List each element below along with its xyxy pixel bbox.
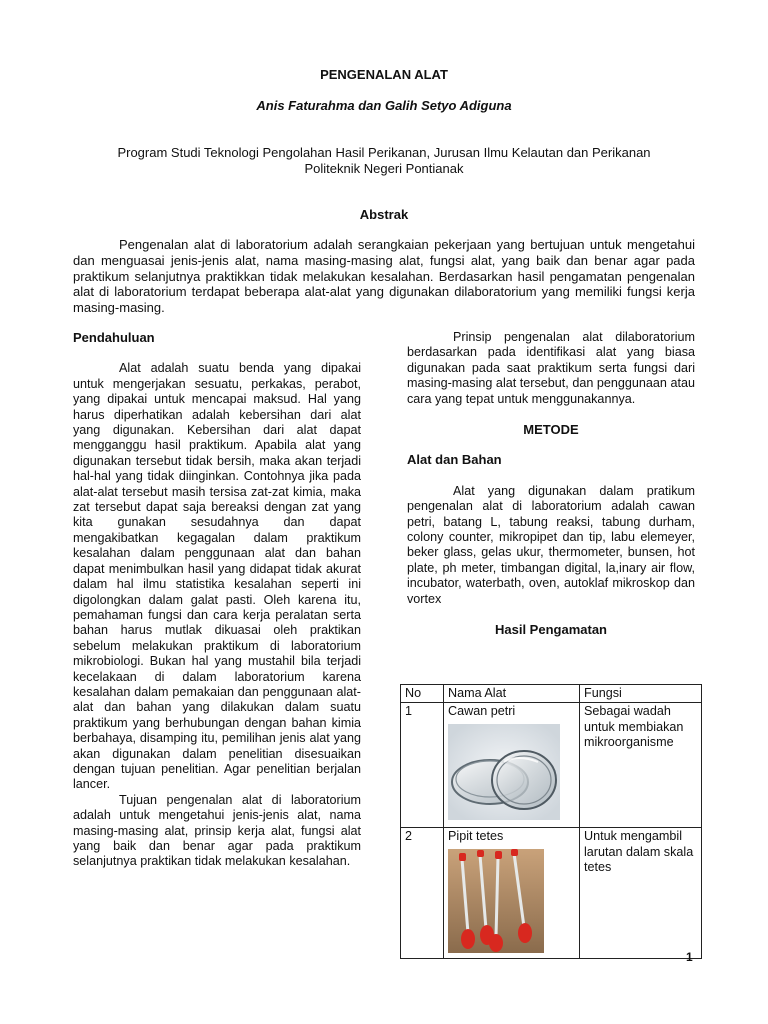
authors: Anis Faturahma dan Galih Setyo Adiguna	[256, 98, 512, 113]
page-number: 1	[686, 950, 693, 964]
column-header-no: No	[401, 685, 444, 703]
intro-paragraph-2: Tujuan pengenalan alat di laboratorium adalah untuk mengetahui jenis-jenis alat, nama masing-masing alat, prinsip kerja alat, fungsi alat yang baik dan benar agar pada praktikum selanjutnya praktikan tidak melakukan kesalahan.	[73, 792, 361, 869]
subheading-alat-bahan: Alat dan Bahan	[407, 452, 502, 468]
petri-dish-image	[448, 724, 575, 824]
abstract-body: Pengenalan alat di laboratorium adalah serangkaian pekerjaan yang bertujuan untuk mengetahui dan menguasai jenis-jenis alat, nama masing-masing alat, fungsi alat, yang baik dan benar agar pada praktikum selanjutnya praktikkan tidak melakukan kesalahan. Berdasarkan hasil pengamatan pengenalan alat di laboratorium terdapat beberapa alat-alat yang digunakan dilaboratorium yang memiliki fungsi kerja masing-masing.	[73, 237, 695, 316]
affiliation	[0, 145, 768, 177]
column-header-fungsi: Fungsi	[580, 685, 702, 703]
section-heading-metode: METODE	[523, 422, 579, 438]
intro-paragraph-3: Prinsip pengenalan alat dilaboratorium berdasarkan pada identifikasi alat yang biasa digunakan pada saat praktikum serta fungsi dari masing-masing alat tersebut, dan penggunaan atau cara yang tepat untuk menggunakannya.	[407, 330, 695, 406]
affiliation-line-1: Program Studi Teknologi Pengolahan Hasil Perikanan, Jurusan Ilmu Kelautan dan Perikanan	[117, 145, 651, 160]
right-column	[407, 330, 695, 638]
tool-cell	[444, 828, 580, 959]
table-header-row	[401, 685, 702, 703]
table-row	[401, 703, 702, 828]
tool-cell	[444, 703, 580, 828]
tool-function: Sebagai wadah untuk membiakan mikroorganisme	[580, 703, 702, 828]
tool-function: Untuk mengambil larutan dalam skala tetes	[580, 828, 702, 959]
dropper-pipette-image	[448, 849, 575, 957]
row-number: 2	[401, 828, 444, 959]
table-row	[401, 828, 702, 959]
document-title: PENGENALAN ALAT	[320, 67, 448, 82]
row-number: 1	[401, 703, 444, 828]
section-heading-pendahuluan: Pendahuluan	[73, 330, 155, 345]
tool-name: Cawan petri	[448, 704, 516, 719]
intro-paragraph-1: Alat adalah suatu benda yang dipakai untuk mengerjakan sesuatu, perkakas, perabot, yang dipakai untuk mencapai maksud. Hal yang harus diperhatikan adalah kebersihan dari alat yang digunakan. Kebersihan dari alat dapat mengganggu hasil praktikum. Apabila alat yang digunakan tersebut tidak bersih, maka akan terjadi hal-hal yang tidak diinginkan. Contohnya jika pada alat-alat tersebut masih tersisa zat-zat kimia, maka zat tersebut dapat saja bereaksi dengan zat yang kita gunakan sesudahnya dan dapat mengakibatkan kegagalan dalam praktikum kesalahan dalam penggunaan alat dan bahan dapat menimbulkan hasil yang didapat tidak akurat dalam hal ilmu statistika kesalahan seperti ini digolongkan dalam galat pasti. Oleh karena itu, pemahaman fungsi dan cara kerja peralatan serta bahan harus mutlak dikuasai oleh praktikan sebelum melakukan praktikum di laboratorium mikrobiologi. Bukan hal yang mustahil bila terjadi kecelakaan di dalam laboratorium karena kesalahan dalam pemakaian dan penggunaan alat-alat dan bahan yang dilakukan dalam suatu praktikum yang berhubungan dengan bahan kimia berbahaya, disamping itu, pemilihan jenis alat yang akan digunakan dalam penelitian disesuaikan dengan tujuan penelitian. Agar penelitian berjalan lancer.	[73, 361, 361, 792]
metode-paragraph: Alat yang digunakan dalam pratikum pengenalan alat di laboratorium adalah cawan petri, batang L, tabung reaksi, tabung durham, colony counter, mikropipet dan tip, labu elemeyer, beker glass, gelas ukur, thermometer, bunsen, hot plate, ph meter, timbangan digital, la,inary air flow, incubator, waterbath, oven, autoklaf mikroskop dan vortex	[407, 483, 695, 606]
section-heading-hasil: Hasil Pengamatan	[495, 622, 607, 638]
abstract-heading: Abstrak	[359, 207, 409, 222]
tool-name: Pipit tetes	[448, 829, 504, 844]
affiliation-line-2: Politeknik Negeri Pontianak	[304, 161, 464, 176]
observation-table	[400, 684, 702, 959]
left-column	[73, 330, 361, 870]
column-header-nama-alat: Nama Alat	[444, 685, 580, 703]
